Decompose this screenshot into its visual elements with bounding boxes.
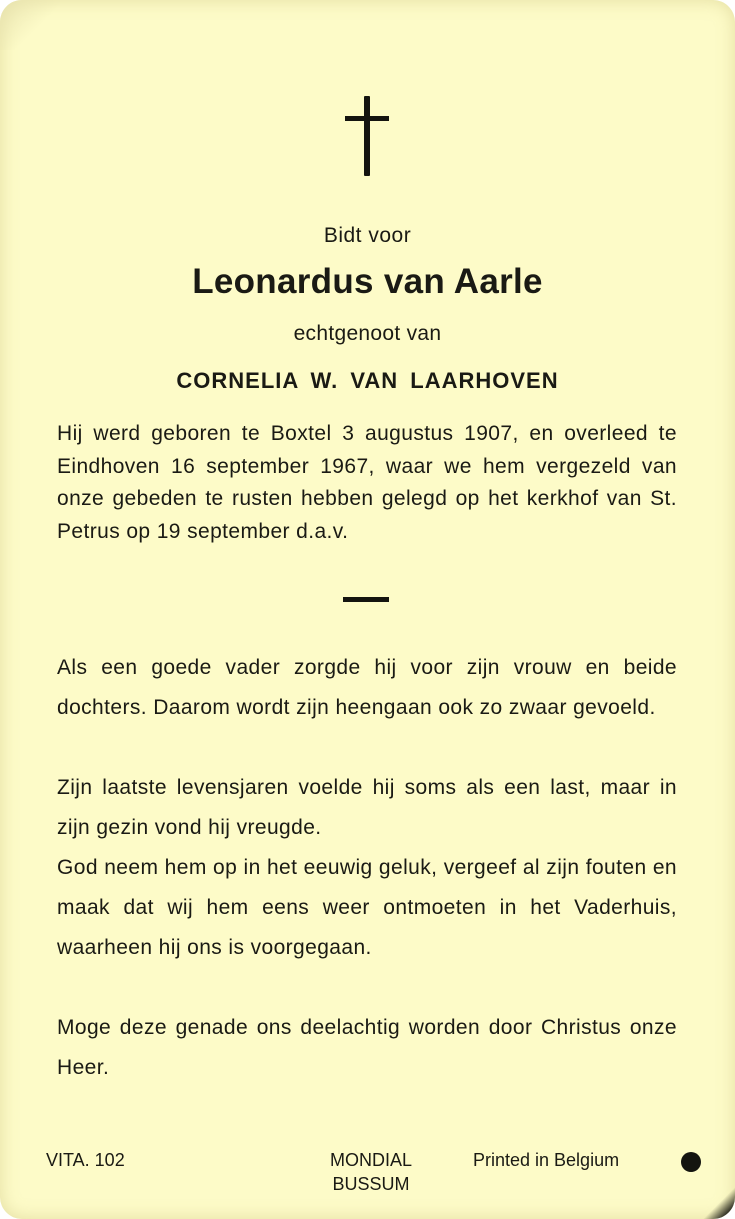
biography-paragraph: Hij werd geboren te Boxtel 3 augustus 1907, en overleed te Eindhoven 16 september 1967, waar we hem vergezeld van onze gebeden te rusten hebben gelegd op het kerkhof van St. Petrus op 19 september d.a.v. [57,422,677,543]
memorial-paragraph: Zijn laatste levensjaren voelde hij soms als een last, maar in zijn gezin vond hij vreugde. [57,776,677,839]
catalog-number: VITA. 102 [46,1150,125,1170]
publisher-name: MONDIAL [329,1150,412,1170]
spouse-name: CORNELIA W. VAN LAARHOVEN [176,368,559,393]
section-divider [343,597,389,602]
pray-for-label: Bidt voor [323,224,412,247]
printed-in: Printed in Belgium [473,1150,620,1170]
worn-corner-top-left [0,0,60,50]
memorial-paragraph: God neem hem op in het eeuwig geluk, vergeef al zijn fouten en maak dat wij hem eens weer ontmoeten in het Vaderhuis, waarheen hij ons is voorgegaan. [57,856,677,959]
publisher-city: BUSSUM [332,1174,410,1194]
deceased-name: Leonardus van Aarle [192,262,543,301]
worn-corner-bottom-right [695,1179,735,1219]
spouse-intro: echtgenoot van [293,322,442,345]
publisher [310,1148,432,1196]
cross-icon [345,96,389,176]
dot-icon [681,1152,701,1172]
memorial-paragraph: Moge deze genade ons deelachtig worden door Christus onze Heer. [57,1016,677,1079]
memorial-paragraph: Als een goede vader zorgde hij voor zijn vrouw en beide dochters. Daarom wordt zijn heengaan ook zo zwaar gevoeld. [57,656,677,719]
